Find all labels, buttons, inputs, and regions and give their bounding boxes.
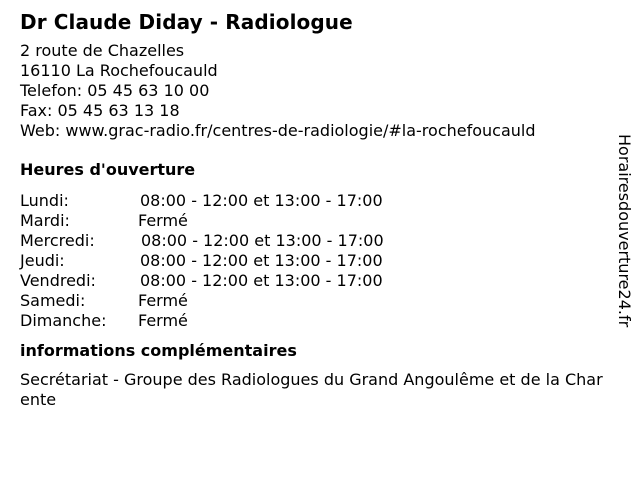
page-title: Dr Claude Diday - Radiologue bbox=[20, 10, 353, 34]
opening-hours-heading: Heures d'ouverture bbox=[20, 160, 196, 179]
day-label: Mardi: bbox=[20, 211, 70, 230]
hours-value: 08:00 - 12:00 et 13:00 - 17:00 bbox=[140, 271, 383, 290]
address-city: 16110 La Rochefoucauld bbox=[20, 61, 218, 80]
business-card bbox=[20, 10, 610, 410]
hours-row-saturday bbox=[20, 291, 610, 311]
additional-info-heading: informations complémentaires bbox=[20, 341, 297, 360]
hours-row-sunday bbox=[20, 311, 610, 331]
day-label: Jeudi: bbox=[20, 251, 65, 270]
fax-number: Fax: 05 45 63 13 18 bbox=[20, 101, 180, 120]
opening-hours-table bbox=[20, 191, 610, 331]
hours-row-monday bbox=[20, 191, 610, 211]
hours-value: 08:00 - 12:00 et 13:00 - 17:00 bbox=[140, 251, 383, 270]
hours-value: Fermé bbox=[138, 211, 188, 230]
day-label: Samedi: bbox=[20, 291, 86, 310]
hours-row-friday bbox=[20, 271, 610, 291]
day-label: Dimanche: bbox=[20, 311, 107, 330]
hours-value: 08:00 - 12:00 et 13:00 - 17:00 bbox=[141, 231, 384, 250]
hours-row-thursday bbox=[20, 251, 610, 271]
address-street: 2 route de Chazelles bbox=[20, 41, 185, 60]
day-label: Mercredi: bbox=[20, 231, 95, 250]
website: Web: www.grac-radio.fr/centres-de-radiologie/#la-rochefoucauld bbox=[20, 121, 536, 140]
additional-info-text: Secrétariat - Groupe des Radiologues du Grand Angoulême et de la Charente bbox=[20, 370, 603, 409]
site-brand-vertical: Horairesdouverture24.fr bbox=[615, 134, 634, 328]
hours-row-tuesday bbox=[20, 211, 610, 231]
hours-value: 08:00 - 12:00 et 13:00 - 17:00 bbox=[140, 191, 383, 210]
phone-number: Telefon: 05 45 63 10 00 bbox=[20, 81, 210, 100]
day-label: Lundi: bbox=[20, 191, 69, 210]
address-block bbox=[20, 41, 610, 141]
hours-value: Fermé bbox=[138, 311, 188, 330]
hours-row-wednesday bbox=[20, 231, 610, 251]
day-label: Vendredi: bbox=[20, 271, 96, 290]
hours-value: Fermé bbox=[138, 291, 188, 310]
